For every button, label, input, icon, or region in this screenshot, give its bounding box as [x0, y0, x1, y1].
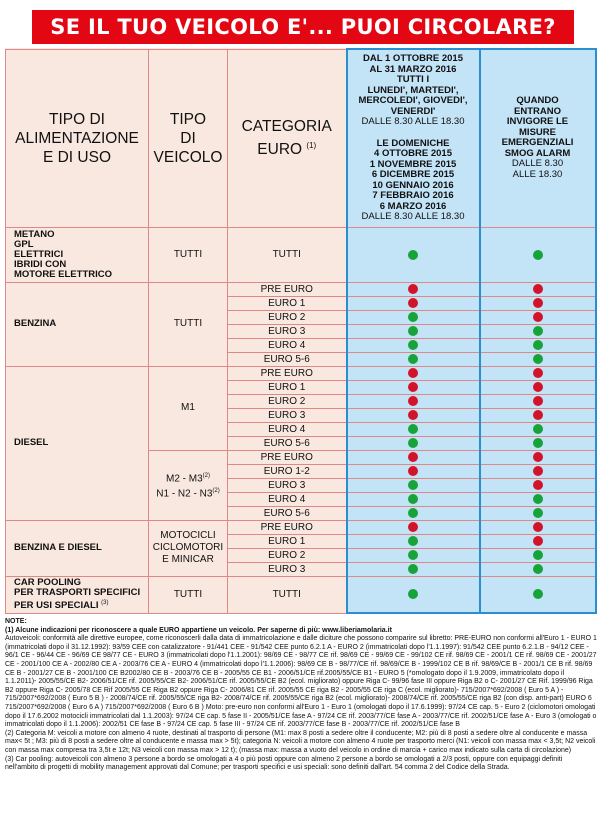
status-cell-weekdays [347, 492, 480, 506]
status-cell-weekdays [347, 380, 480, 394]
status-cell-weekdays [347, 436, 480, 450]
red-status-dot [533, 522, 543, 532]
status-cell-weekdays [347, 296, 480, 310]
status-cell-weekdays [347, 408, 480, 422]
status-cell-weekdays [347, 352, 480, 366]
status-cell-weekdays [347, 548, 480, 562]
red-status-dot [408, 452, 418, 462]
green-status-dot [408, 250, 418, 260]
page-banner: SE IL TUO VEICOLO E'... PUOI CIRCOLARE? [32, 10, 574, 44]
note-3: (3) Car pooling: autoveicoli con almeno 3 persone a bordo se omologati a 4 o più posti oppure con almeno 2 persone a bordo se omologati a 2/3 posti, oppure con equipaggi definiti nell'ambito di progetti di mobility management approvati dal Comune; per trasporti specifici e usi speciali: sono definiti dall'art. 54 comma 2 del Codice della Strada. [5, 755, 563, 772]
group-benzina-diesel: BENZINA E DIESEL [6, 520, 149, 576]
status-cell-smog [480, 380, 596, 394]
veicolo-benzina: TUTTI [149, 282, 228, 366]
cat-cell: EURO 5-6 [228, 352, 347, 366]
status-cell-weekdays [347, 394, 480, 408]
green-status-dot [408, 340, 418, 350]
veicolo-pooling: TUTTI [149, 576, 228, 613]
cat-cell: PRE EURO [228, 450, 347, 464]
cat-cell: EURO 2 [228, 548, 347, 562]
veicolo-metano: TUTTI [149, 227, 228, 282]
status-cell-smog [480, 464, 596, 478]
cat-cell: EURO 4 [228, 492, 347, 506]
green-status-dot [408, 480, 418, 490]
cat-cell: EURO 4 [228, 338, 347, 352]
note-2: (2) Categoria M: veicoli a motore con almeno 4 ruote, destinati al trasporto di persone (M1: max 8 posti a sedere oltre il conducente; M2: più di 8 posti a sedere oltre al conducente e massa max< 5t ; M3: più di 8 posti a sedere oltre al conducente e massa max > 5t); categoria N: veicoli a motore con almeno 4 ruote per trasporto merci (N1: veicoli con massa max < 3,5t; N2 veicoli con massa max compresa tra 3,5t e 12t; N3 veicoli con massa max > 12 t); (massa max: massa a vuoto del veicolo in ordine di marcia + carico max indicato sulla carta di circolazione) [5, 729, 596, 754]
status-cell-smog [480, 478, 596, 492]
status-cell-weekdays [347, 576, 480, 613]
green-status-dot [533, 424, 543, 434]
status-cell-weekdays [347, 310, 480, 324]
red-status-dot [533, 396, 543, 406]
row-metano [6, 227, 596, 282]
status-cell-smog [480, 520, 596, 534]
group-car-pooling: CAR POOLING PER TRASPORTI SPECIFICI PER USI SPECIALI $^{(3)}$ [6, 576, 149, 613]
green-status-dot [533, 494, 543, 504]
status-cell-weekdays [347, 338, 480, 352]
status-cell-smog [480, 576, 596, 613]
status-cell-smog [480, 282, 596, 296]
status-cell-weekdays [347, 520, 480, 534]
status-cell-weekdays [347, 282, 480, 296]
cat-cell: TUTTI [228, 227, 347, 282]
status-cell-smog [480, 422, 596, 436]
status-cell-smog [480, 436, 596, 450]
red-status-dot [533, 284, 543, 294]
status-cell-smog [480, 492, 596, 506]
status-cell-weekdays [347, 534, 480, 548]
green-status-dot [408, 564, 418, 574]
green-status-dot [408, 424, 418, 434]
red-status-dot [408, 466, 418, 476]
group-benzina: BENZINA [6, 282, 149, 366]
green-status-dot [533, 508, 543, 518]
status-cell-smog [480, 408, 596, 422]
cat-cell: EURO 1 [228, 296, 347, 310]
red-status-dot [533, 298, 543, 308]
cat-cell: EURO 3 [228, 324, 347, 338]
green-status-dot [408, 508, 418, 518]
status-cell-smog [480, 506, 596, 520]
header-veicolo: TIPO DI VEICOLO [149, 49, 228, 227]
green-status-dot [408, 438, 418, 448]
notes-title: NOTE: [5, 618, 27, 625]
status-cell-smog [480, 310, 596, 324]
cat-cell: EURO 2 [228, 394, 347, 408]
red-status-dot [408, 368, 418, 378]
red-status-dot [533, 312, 543, 322]
green-status-dot [533, 326, 543, 336]
red-status-dot [533, 410, 543, 420]
status-cell-smog [480, 534, 596, 548]
status-cell-weekdays [347, 464, 480, 478]
status-cell-weekdays [347, 422, 480, 436]
status-cell-weekdays [347, 324, 480, 338]
red-status-dot [533, 382, 543, 392]
header-categoria: CATEGORIA EURO $^{(1)}$ [228, 49, 347, 227]
green-status-dot [408, 354, 418, 364]
veicolo-moto: MOTOCICLI CICLOMOTORI E MINICAR [149, 520, 228, 576]
cat-cell: EURO 2 [228, 310, 347, 324]
cat-cell: EURO 5-6 [228, 436, 347, 450]
note-1-body: Autoveicoli: conformità alle direttive europee, come riconoscerli dalla data di immatricolazione e dalle diciture che possono comparire sul libretto: PRE-EURO non conformi all'Euro 1 - EURO 1 (immatricolati dopo il 31.12.1992): 93/59 CEE con catalizzatore - 91/441 CEE - 91/542 CEE punto 6.2.1 A - EURO 2 (immatricolati dopo l'1.1.1997): 91/542 CEE punto 6.2.1.B - 94/12 CEE - 96/1 CE - 96/44 CE - 96/69 CE 98/77 CE - EURO 3 (immatricolati dopo l'1.1.2001): 98/69 CE - 98/77 CE rif. 98/69 CE - 99/69 CE - 99/102 CE rif. 98/69 CE - 2001/1 CE rif. 98/69 CE - 2001/27 CE - 2001/100 CE A - 2002/80 CE A - 2003/76 CE A - EURO 4 (immatricolati dopo l'1.1.2006): 98/69 CE B - 98/77/CE rif. 98/69/CE B - 1999/102 CE B rif. 98/69/CE B - 2001/1 CE B rif. 98/69 CE B - 2001/27 CE B - 2001/100 CE B2002/80 CE B - 2003/76 CE B - 2005/55 CE B1 - 2006/51/CE rif.2005/55/CE B1 - EURO 5 (*omologato dopo il 1.9.2009, immatricolato dopo il 1.1.2011)- 2005/55/CE B2- 2006/51/CE rif. 2005/55/CE B2- 2006/51/CE rif. 2005/55/CE B2 (ecol. migliorato) oppure Riga C- 99/96 fase III oppure Riga B2 o C- 2001/27 CE Rif. 1999/96 Riga B2 oppure Riga C- 2005/78 CE Rif 2005/55 CE Riga B2 oppure Riga C- 2006/81 CE rif. 2005/55 CE riga B2 - 2005/55 CE riga C (ecol. migliorato)- 715/2007*692/2008 ( Euro 5 A ) - 715/2007*692/2008 ( Euro 5 B ) - 2008/74/CE rif. 2005/55/CE riga B2- 2008/74/CE rif. 2005/55/CE riga B2 (ecol. migliorato)- 2008/74/CE rif. 2005/55/CE riga B2 (con disp. anti-part) EURO 6 715/2007*692/2008 ( Euro 6 A ) 715/2007*692/2008 ( Euro 6 B ) Moto: pre-euro non conformi all'Euro 1 - Euro 1 (omologati dopo il 17.6.1999): 97/24 CE cap. 5 - Euro 2 (ciclomotori omologati dopo il 17.6.2002 motocicli immatricolati dal 1.1.2003): 97/24 CE cap. 5 fase II - 2005/51/CE fase A - 97/24 CE rif. 2003/77/CE fase A - 2003/77/CE rif. 2002/51/CE fase A - Euro 3 (omologati o immatricolati dopo il 1.1.2006): 2002/51 CE fase B - 97/24 CE cap. 5 fase III - 97/24 CE rif. 2003/77/CE fase B - 2003/77/CE rif. 2002/51/CE fase B [5, 635, 597, 729]
green-status-dot [533, 250, 543, 260]
status-cell-smog [480, 296, 596, 310]
red-status-dot [533, 536, 543, 546]
status-cell-weekdays [347, 450, 480, 464]
red-status-dot [408, 382, 418, 392]
status-cell-smog [480, 324, 596, 338]
green-status-dot [408, 326, 418, 336]
cat-cell: EURO 3 [228, 478, 347, 492]
status-cell-smog [480, 366, 596, 380]
cat-cell: EURO 1 [228, 380, 347, 394]
cat-cell: EURO 3 [228, 562, 347, 576]
row-car-pooling [6, 576, 596, 613]
header-row [6, 49, 596, 227]
green-status-dot [533, 438, 543, 448]
status-cell-smog [480, 548, 596, 562]
header-smog-alarm: QUANDO ENTRANO INVIGORE LE MISURE EMERGENZIALI SMOG ALARM DALLE 8.30 ALLE 18.30 [480, 49, 596, 227]
status-cell-smog [480, 352, 596, 366]
green-status-dot [408, 312, 418, 322]
veicolo-m2-n: M2 - M3$^{(2)}$ N1 - N2 - N3$^{(2)}$ [149, 450, 228, 520]
group-metano: METANO GPL ELETTRICI IBRIDI CON MOTORE ELETTRICO [6, 227, 149, 282]
group-diesel: DIESEL [6, 366, 149, 520]
red-status-dot [533, 368, 543, 378]
green-status-dot [408, 494, 418, 504]
green-status-dot [408, 536, 418, 546]
cat-cell: TUTTI [228, 576, 347, 613]
cat-cell: EURO 3 [228, 408, 347, 422]
circulation-table [5, 48, 597, 614]
cat-cell: EURO 1-2 [228, 464, 347, 478]
status-cell-weekdays [347, 366, 480, 380]
veicolo-m1: M1 [149, 366, 228, 450]
row-benzina [6, 282, 596, 296]
row-diesel [6, 366, 596, 380]
green-status-dot [533, 340, 543, 350]
green-status-dot [408, 589, 418, 599]
red-status-dot [533, 480, 543, 490]
status-cell-smog [480, 227, 596, 282]
green-status-dot [533, 550, 543, 560]
green-status-dot [408, 550, 418, 560]
red-status-dot [408, 410, 418, 420]
note-1-lead: (1) Alcune indicazioni per riconoscere a quale EURO appartiene un veicolo. Per saperne di più: www.liberiamolaria.it [5, 626, 392, 634]
status-cell-smog [480, 450, 596, 464]
red-status-dot [408, 284, 418, 294]
cat-cell: EURO 1 [228, 534, 347, 548]
status-cell-smog [480, 562, 596, 576]
notes-section [5, 618, 597, 773]
row-moto [6, 520, 596, 534]
status-cell-smog [480, 338, 596, 352]
cat-cell: EURO 4 [228, 422, 347, 436]
status-cell-weekdays [347, 506, 480, 520]
status-cell-weekdays [347, 562, 480, 576]
header-alimentazione: TIPO DI ALIMENTAZIONE E DI USO [6, 49, 149, 227]
status-cell-weekdays [347, 478, 480, 492]
red-status-dot [533, 452, 543, 462]
cat-cell: PRE EURO [228, 366, 347, 380]
red-status-dot [408, 298, 418, 308]
green-status-dot [533, 354, 543, 364]
red-status-dot [533, 466, 543, 476]
green-status-dot [533, 589, 543, 599]
red-status-dot [408, 396, 418, 406]
cat-cell: PRE EURO [228, 282, 347, 296]
cat-cell: PRE EURO [228, 520, 347, 534]
status-cell-weekdays [347, 227, 480, 282]
cat-cell: EURO 5-6 [228, 506, 347, 520]
status-cell-smog [480, 394, 596, 408]
red-status-dot [408, 522, 418, 532]
header-weekdays: DAL 1 OTTOBRE 2015 AL 31 MARZO 2016 TUTTI I LUNEDI', MARTEDI', MERCOLEDI', GIOVEDI', VENERDI' DALLE 8.30 ALLE 18.30 LE DOMENICHE 4 OTTOBRE 2015 1 NOVEMBRE 2015 6 DICEMBRE 2015 10 GENNAIO 2016 7 FEBBRAIO 2016 6 MARZO 2016 DALLE 8.30 ALLE 18.30 [347, 49, 480, 227]
green-status-dot [533, 564, 543, 574]
